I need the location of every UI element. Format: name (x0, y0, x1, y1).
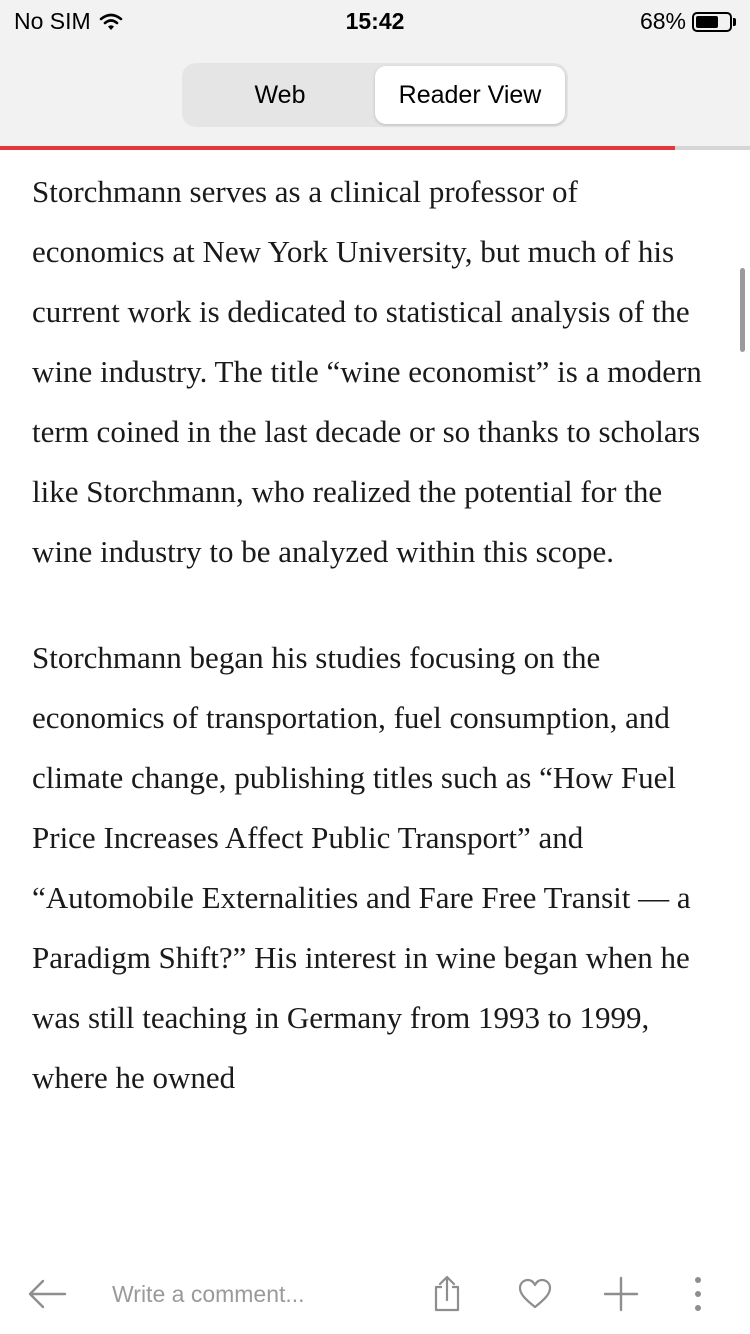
plus-icon (603, 1276, 639, 1312)
more-vertical-icon (693, 1276, 703, 1312)
battery-icon (692, 12, 732, 32)
battery-percent: 68% (639, 8, 686, 34)
back-arrow-icon (27, 1278, 67, 1310)
more-button[interactable] (678, 1254, 718, 1334)
status-bar (0, 0, 750, 42)
status-right (640, 8, 736, 35)
add-button[interactable] (598, 1254, 644, 1334)
share-button[interactable] (424, 1254, 470, 1334)
reader-header (0, 42, 750, 146)
like-button[interactable] (512, 1254, 558, 1334)
article-paragraph: Storchmann serves as a clinical professor of economics at New York University, but much of his current work is dedicated to statistical analysis of the wine industry. The title “wine economist” is a modern term coined in the last decade or so thanks to scholars like Storchmann, who realized the potential for the wine industry to be analyzed within this scope. (32, 174, 702, 569)
view-switcher (182, 63, 568, 127)
web-view-tab[interactable]: Web (254, 80, 306, 109)
article-content (0, 150, 750, 1108)
heart-icon (517, 1278, 553, 1310)
battery-level-fill (696, 16, 718, 28)
battery-tip (733, 18, 736, 26)
article-body[interactable] (0, 150, 750, 1254)
carrier-label: No SIM (14, 8, 91, 34)
comment-input[interactable] (112, 1274, 402, 1314)
article-paragraph: Storchmann began his studies focusing on the economics of transportation, fuel consumption, and climate change, publishing titles such as “How Fuel Price Increases Affect Public Transport” and “Automobile Externalities and Fare Free Transit — a Paradigm Shift?” His interest in wine began when he was still teaching in Germany from 1993 to 1999, where he owned (32, 640, 691, 1095)
share-icon (430, 1275, 464, 1313)
scroll-indicator[interactable] (740, 268, 745, 352)
status-time: 15:42 (345, 8, 405, 34)
reader-view-tab[interactable]: Reader View (375, 66, 565, 124)
bottom-toolbar (0, 1254, 750, 1334)
back-button[interactable] (22, 1254, 72, 1334)
